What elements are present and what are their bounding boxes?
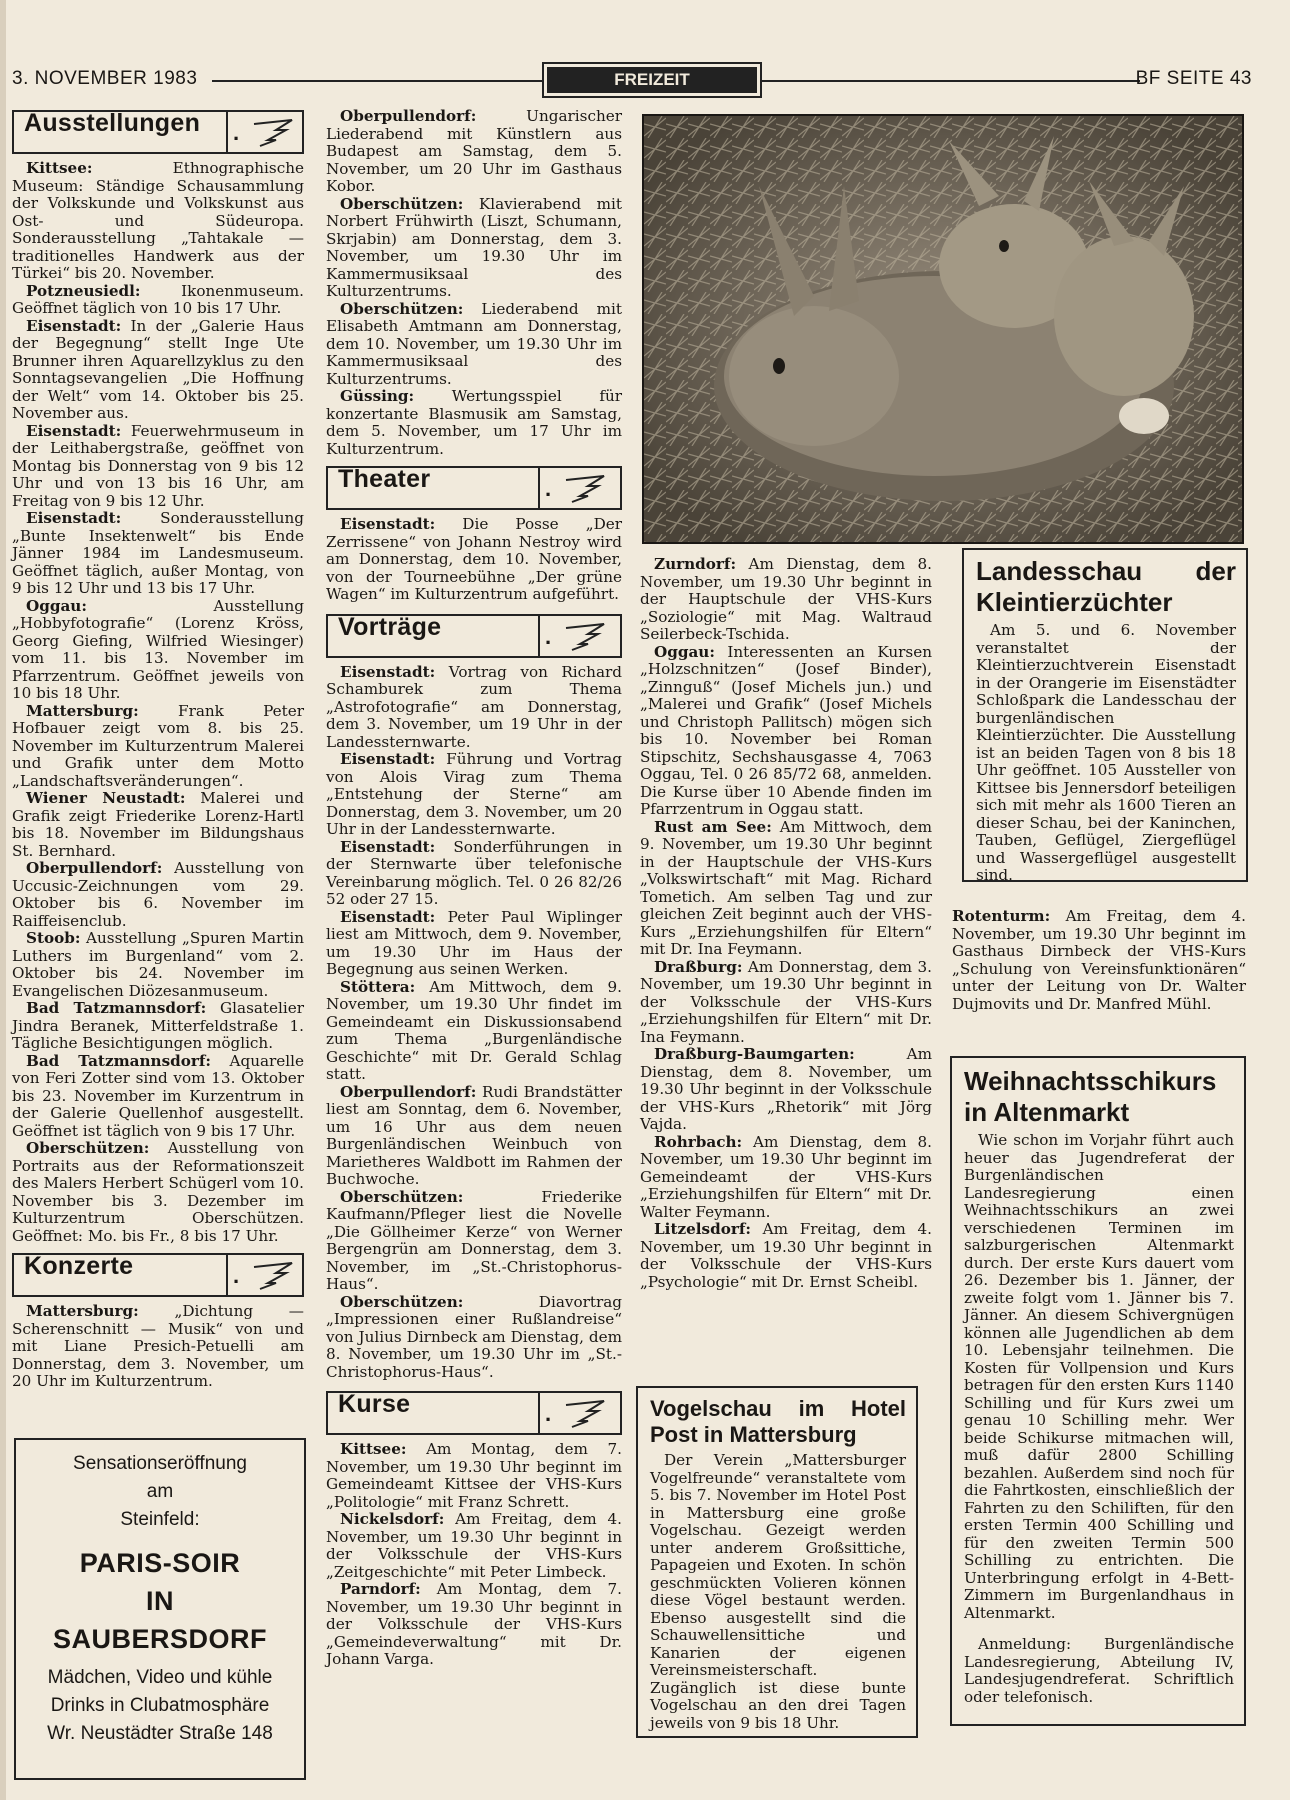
column-1 (12, 110, 304, 1391)
entry-text: Malerei und Grafik zeigt Friederike Lorenz-Hartl bis 18. November im Bildungshaus St. Bernhard. (12, 789, 304, 860)
listing-entry (326, 1294, 622, 1382)
entry-text: Aquarelle von Feri Zotter sind vom 13. Oktober bis 23. November im Kurzentrum in der Galerie Quellenhof ausgestellt. Geöffnet ist täglich von 9 bis 17 Uhr. (12, 1051, 304, 1140)
entry-text: Ethnographische Museum: Ständige Schausammlung der Volkskunde und Volkskunst aus Ost- und Südeuropa. Sonderausstellung „Tahtakale — traditionelles Handwerk aus der Türkei“ bis 20. November. (12, 159, 304, 282)
ausstellungen-list (12, 160, 304, 1245)
place-name: Draßburg-Baumgarten: (654, 1045, 855, 1063)
issue-date: 3. NOVEMBER 1983 (12, 68, 198, 89)
column-3 (640, 556, 932, 1291)
heading-text: Vorträge (338, 612, 442, 641)
place-name: Oberschützen: (340, 1187, 464, 1206)
entry-text: Feuerwehrmuseum in der Leithabergstraße, geöffnet von Montag bis Donnerstag von 9 bis 12 Uhr und von 13 bis 16 Uhr, am Freitag von 9 bis 12 Uhr. (12, 421, 304, 510)
listing-entry (326, 108, 622, 196)
place-name: Potzneusiedl: (26, 281, 141, 300)
entry-text: Am Mittwoch, dem 9. November, um 19.30 Uhr findet im Gemeindeamt ein Diskussionsabend zum Thema „Burgenländische Geschichte“ mit Dr. Gerald Schlag statt. (326, 977, 622, 1083)
entry-text: Am Dienstag, dem 8. November, um 19.30 Uhr beginnt im Gemeindeamt der VHS-Kurs „Erziehungshilfen für Eltern“ mit Dr. Walter Feymann. (640, 1132, 932, 1221)
listing-entry (326, 751, 622, 839)
listing-entry (12, 598, 304, 703)
ad-line: Sensationseröffnung (73, 1453, 247, 1474)
heading-text: Theater (338, 465, 431, 493)
entry-text: Ungarischer Liederabend mit Künstlern aus Budapest am Samstag, dem 5. November, um 20 Uhr im Gasthaus Kobor. (326, 107, 622, 195)
vogelschau-box (636, 1386, 918, 1738)
entry-text: Glasatelier Jindra Beranek, Mitterfeldstraße 1. Tägliche Besichtigungen möglich. (12, 999, 304, 1052)
section-banner: FREIZEIT (542, 62, 762, 98)
box-title: Landesschau der Kleintierzüchter (976, 556, 1236, 617)
listing-entry (640, 1134, 932, 1222)
ad-line: Mädchen, Video und kühle (47, 1667, 273, 1688)
listing-entry (640, 644, 932, 819)
kurse-continued-list (640, 556, 932, 1291)
rabbits-icon (644, 116, 1242, 542)
ad-line: am (146, 1481, 174, 1502)
place-name: Mattersburg: (26, 1302, 139, 1320)
entry-text: Friederike Kaufmann/Pfleger liest die Novelle „Die Göllheimer Kerze“ von Werner Bergengrün am Donnerstag, dem 3. November, im „St.-Christophorus-Haus“. (326, 1187, 622, 1293)
listing-entry (326, 196, 622, 301)
rule-left (212, 80, 542, 82)
ad-headline: PARIS-SOIR (79, 1548, 241, 1578)
entry-text: Peter Paul Wiplinger liest am Mittwoch, dem 9. November, um 19.30 Uhr im Haus der Begegnung aus seinen Werken. (326, 907, 622, 978)
heading-theater: Theater . (326, 466, 622, 510)
listing-entry (326, 1189, 622, 1294)
theater-list (326, 516, 622, 604)
ad-headline: SAUBERSDORF (52, 1624, 267, 1654)
place-name: Nickelsdorf: (340, 1510, 445, 1528)
box-title: Weihnachtsschikurs in Altenmarkt (964, 1066, 1217, 1127)
heading-text: Konzerte (24, 1252, 134, 1280)
place-name: Rust am See: (654, 817, 772, 836)
entry-text: Die Posse „Der Zerrissene“ von Johann Nestroy wird am Donnerstag, dem 10. November, von der Tourneebühne „Der grüne Wagen“ im Kulturzentrum aufgeführt. (326, 515, 622, 603)
listing-entry (12, 930, 304, 1000)
entry-text: In der „Galerie Haus der Begegnung“ stellt Inge Ute Brunner ihren Aquarellzyklus zu den Sonntagsevangelien „Die Hoffnung der Welt“ vom 14. Oktober bis 25. November aus. (12, 316, 304, 422)
place-name: Parndorf: (340, 1580, 421, 1598)
weihnachtsschikurs-box (950, 1056, 1246, 1726)
listing-entry (640, 1046, 932, 1134)
page-number: BF SEITE 43 (1135, 68, 1252, 89)
listing-entry (12, 703, 304, 791)
box-title: Vogelschau im Hotel Post in Mattersburg (650, 1396, 906, 1447)
box-text: Am 5. und 6. November veranstaltet der Kleintierzuchtverein Eisenstadt in der Orangerie im Eisenstädter Schloßpark die Landesschau der burgenländischen Kleintierzüchter. Die Ausstellung ist an beiden Tagen von 8 bis 18 Uhr geöffnet. 105 Aussteller von Kittsee bis Jennersdorf beteiligen sich mit mehr als 1600 Tieren an dieser Schau, bei der Kaninchen, Tauben, Geflügel, Ziergeflügel und Wassergeflügel ausgestellt sind. (976, 621, 1236, 884)
kurse-list (326, 1441, 622, 1669)
listing-entry (12, 1053, 304, 1141)
entry-text: Vortrag von Richard Schamburek zum Thema „Astrofotografie“ am Donnerstag, dem 3. November, um 19 Uhr in der Landessternwarte. (326, 662, 622, 751)
place-name: Draßburg: (654, 957, 743, 976)
entry-text: Ausstellung von Portraits aus der Reformationszeit des Malers Herbert Schügerl vom 10. November bis 3. Dezember im Kulturzentrum Oberschützen. Geöffnet: Mo. bis Fr., 8 bis 17 Uhr. (12, 1139, 304, 1245)
entry-text: „Dichtung — Scherenschnitt — Musik“ von und mit Liane Presich-Petuelli am Donnerstag, dem 3. November, um 20 Uhr im Kulturzentrum. (12, 1302, 304, 1390)
place-name: Güssing: (340, 387, 415, 405)
listing-entry (326, 979, 622, 1084)
pen-icon (246, 1259, 298, 1291)
listing-entry (640, 959, 932, 1047)
listing-entry (326, 516, 622, 604)
place-name: Eisenstadt: (340, 515, 436, 533)
place-name: Zurndorf: (654, 555, 737, 573)
ad-line: Drinks in Clubatmosphäre (50, 1695, 270, 1716)
konzerte-continued-list (326, 108, 622, 458)
rule-right (760, 80, 1140, 82)
listing-entry (12, 283, 304, 318)
listing-entry (326, 909, 622, 979)
entry-text: Liederabend mit Elisabeth Amtmann am Donnerstag, dem 10. November, um 19.30 Uhr im Kammermusiksaal des Kulturzentrums. (326, 299, 622, 388)
listing-entry (326, 1084, 622, 1189)
place-name: Oggau: (26, 596, 87, 615)
listing-entry (12, 510, 304, 598)
rabbits-photo (642, 114, 1244, 544)
place-name: Oberschützen: (26, 1139, 150, 1157)
entry-text: Frank Peter Hofbauer zeigt vom 8. bis 25. November im Kulturzentrum Malerei und Grafik unter dem Motto „Landschaftsveränderungen“. (12, 701, 304, 790)
listing-entry (640, 1221, 932, 1291)
entry-text: Klavierabend mit Norbert Frühwirth (Liszt, Schumann, Skrjabin) am Donnerstag, dem 3. November, um 19.30 Uhr im Kammermusiksaal des Kulturzentrums. (326, 194, 622, 300)
konzerte-list (12, 1303, 304, 1391)
place-name: Oberpullendorf: (26, 859, 163, 877)
entry-text: Wertungsspiel für konzertante Blasmusik am Samstag, dem 5. November, um 17 Uhr im Kulturzentrum. (326, 387, 622, 458)
heading-kurse: Kurse . (326, 1391, 622, 1435)
heading-konzerte: Konzerte . (12, 1253, 304, 1297)
pen-icon (558, 1397, 610, 1429)
place-name: Rotenturm: (952, 907, 1051, 925)
place-name: Stoob: (26, 929, 81, 947)
place-name: Mattersburg: (26, 701, 139, 720)
entry-text: Führung und Vortrag von Alois Virag zum Thema „Entstehung der Sterne“ am Donnerstag, dem 3. November, um 20 Uhr in der Landessternwarte. (326, 750, 622, 838)
place-name: Eisenstadt: (340, 750, 436, 768)
entry-text: Am Donnerstag, dem 3. November, um 19.30 Uhr beginnt in der Volksschule der VHS-Kurs „Erziehungshilfen für Eltern“ mit Dr. Ina Feymann. (640, 957, 932, 1046)
place-name: Wiener Neustadt: (26, 789, 186, 807)
entry-text: Am Freitag, dem 4. November, um 19.30 Uhr beginnt in der Volksschule der VHS-Kurs „Psychologie“ mit Dr. Ernst Scheibl. (640, 1220, 932, 1291)
entry-text: Am Freitag, dem 4. November, um 19.30 Uhr beginnt in der Volksschule der VHS-Kurs „Zeitgeschichte“ mit Peter Limbeck. (326, 1510, 622, 1581)
box-text-signup: Anmeldung: Burgenländische Landesregierung, Abteilung IV, Landesjugendreferat. Schriftlich oder telefonisch. (964, 1635, 1234, 1706)
listing-entry (326, 664, 622, 752)
landesschau-box (962, 548, 1248, 882)
entry-text: Sonderausstellung „Bunte Insektenwelt“ bis Ende Jänner 1984 im Landesmuseum. Geöffnet täglich, außer Montag, von 9 bis 12 Uhr und 13 bis 17 Uhr. (12, 509, 304, 597)
place-name: Oberschützen: (340, 194, 464, 213)
heading-vortraege: Vorträge . (326, 614, 622, 658)
place-name: Bad Tatzmannsdorf: (26, 999, 207, 1017)
vortraege-list (326, 664, 622, 1382)
entry-text: Am Montag, dem 7. November, um 19.30 Uhr beginnt im Gemeindeamt Kittsee der VHS-Kurs „Politologie“ mit Franz Schrett. (326, 1440, 622, 1511)
listing-entry (326, 1441, 622, 1511)
place-name: Eisenstadt: (340, 662, 436, 681)
listing-entry (640, 556, 932, 644)
entry-text: Am Freitag, dem 4. November, um 19.30 Uhr beginnt im Gasthaus Dirnbeck der VHS-Kurs „Schulung von Vereinsfunktionären“ unter der Leitung von Dr. Walter Dujmovits und Dr. Manfred Mühl. (952, 907, 1246, 1013)
column-2 (326, 108, 622, 1669)
listing-entry (12, 1140, 304, 1245)
place-name: Oggau: (654, 642, 715, 661)
entry-text: Am Mittwoch, dem 9. November, um 19.30 Uhr beginnt in der Hauptschule der VHS-Kurs „Volkswirtschaft“ mit Mag. Richard Tometich. Am selben Tag und zur gleichen Zeit beginnt auch der VHS-Kurs „Erziehungshilfen für Eltern“ mit Dr. Ina Feymann. (640, 817, 932, 958)
entry-text: Ausstellung von Uccusic-Zeichnungen vom 29. Oktober bis 6. November im Raiffeisenclub. (12, 859, 304, 930)
entry-text: Rudi Brandstätter liest am Sonntag, dem 6. November, um 16 Uhr aus dem neuen Burgenländischen Weinbuch von Marietheres Waldbott im Rahmen der Buchwoche. (326, 1082, 622, 1188)
place-name: Eisenstadt: (26, 316, 122, 335)
listing-entry (12, 423, 304, 511)
entry-text: Ausstellung „Hobbyfotografie“ (Lorenz Kröss, Georg Giefing, Wilfried Wiesinger) vom 11. bis 13. November im Pfarrzentrum. Geöffnet jeweils von 10 bis 18 Uhr. (12, 596, 304, 702)
heading-text: Ausstellungen (24, 109, 201, 137)
masthead (12, 68, 1252, 98)
heading-text: Kurse (338, 1390, 411, 1418)
place-name: Bad Tatzmannsdorf: (26, 1051, 212, 1070)
listing-entry (12, 860, 304, 930)
place-name: Oberschützen: (340, 299, 464, 318)
place-name: Stöttera: (340, 977, 416, 996)
entry-text: Interessenten an Kursen „Holzschnitzen“ (Josef Binder), „Zinnguß“ (Josef Michels jun.) und „Malerei und Grafik“ (Josef Michels und Christoph Pallitsch) mögen sich bis 10. November bei Roman Stipschitz, Sechshausgasse 4, 7063 Oggau, Tel. 0 26 85/72 68, anmelden. Die Kurse über 10 Abende finden im Pfarrzentrum in Oggau statt. (640, 642, 932, 818)
entry-text: Am Dienstag, dem 8. November, um 19.30 Uhr beginnt in der Volksschule der VHS-Kurs „Rhetorik“ mit Jörg Vajda. (640, 1045, 932, 1133)
place-name: Oberpullendorf: (340, 1082, 477, 1101)
listing-entry (326, 839, 622, 909)
listing-entry (12, 160, 304, 283)
place-name: Litzelsdorf: (654, 1220, 751, 1238)
place-name: Eisenstadt: (340, 907, 436, 926)
listing-entry (326, 1511, 622, 1581)
ad-line: Steinfeld: (120, 1509, 200, 1530)
listing-entry (12, 1303, 304, 1391)
place-name: Oberschützen: (340, 1292, 464, 1311)
entry-text: Sonderführungen in der Sternwarte über telefonische Vereinbarung möglich. Tel. 0 26 82/26 52 oder 27 15. (326, 837, 622, 908)
listing-entry (12, 1000, 304, 1053)
ad-line: Wr. Neustädter Straße 148 (47, 1723, 273, 1744)
heading-ausstellungen: Ausstellungen . (12, 110, 304, 154)
entry-text: Ausstellung „Spuren Martin Luthers im Burgenland“ vom 2. Oktober bis 24. November im Evangelischen Diözesanmuseum. (12, 929, 304, 1000)
page-edge (0, 0, 6, 1800)
pen-icon (558, 620, 610, 652)
listing-entry (12, 318, 304, 423)
entry-text: Am Dienstag, dem 8. November, um 19.30 Uhr beginnt in der Hauptschule der VHS-Kurs „Soziologie“ mit Mag. Waltraud Seilerbeck-Tschida. (640, 555, 932, 643)
place-name: Kittsee: (340, 1440, 407, 1458)
place-name: Eisenstadt: (26, 421, 122, 440)
entry-text: Am Montag, dem 7. November, um 19.30 Uhr beginnt in der Volksschule der VHS-Kurs „Gemeindeverwaltung“ mit Dr. Johann Varga. (326, 1580, 622, 1668)
place-name: Kittsee: (26, 159, 93, 177)
listing-entry (640, 819, 932, 959)
listing-entry (326, 301, 622, 389)
box-text: Wie schon im Vorjahr führt auch heuer das Jugendreferat der Burgenländischen Landesregierung einen Weihnachtsschikurs an zwei verschiedenen Terminen im salzburgerischen Altenmarkt durch. Der erste Kurs dauert vom 26. Dezember bis 1. Jänner, der zweite folgt vom 1. Jänner bis 7. Jänner. An diesem Schivergnügen können alle Jugendlichen ab dem 10. Lebensjahr teilnehmen. Die Kosten für Vollpension und Kurs betragen für den ersten Kurs 1140 Schilling und für Kurs zwei um genau 10 Schilling mehr. Wer beide Schikurse mitmachen will, muß dafür 2800 Schilling bezahlen. Außerdem sind noch für die Fahrtkosten, einschließlich der Fahrten zu den Schiliften, für den ersten Termin 400 Schilling und für den zweiten Termin 500 Schilling zu entrichten. Die Unterbringung erfolgt in 4-Bett-Zimmern im Burgenlandhaus in Altenmarkt. (964, 1131, 1234, 1622)
place-name: Eisenstadt: (340, 837, 436, 856)
pen-icon (246, 116, 298, 148)
entry-text: Diavortrag „Impressionen einer Rußlandreise“ von Julius Dirnbeck am Dienstag, dem 8. November, um 19.30 Uhr im „St.-Christophorus-Haus“. (326, 1292, 622, 1381)
listing-entry (326, 1581, 622, 1669)
advertisement-box (14, 1438, 306, 1780)
ad-headline: IN (146, 1586, 174, 1616)
place-name: Eisenstadt: (26, 509, 122, 527)
place-name: Rohrbach: (654, 1132, 743, 1151)
place-name: Oberpullendorf: (340, 107, 477, 125)
listing-entry (326, 388, 622, 458)
entry-text: Ikonenmuseum. Geöffnet täglich von 10 bis 17 Uhr. (12, 281, 304, 317)
box-text: Der Verein „Mattersburger Vogelfreunde“ veranstaltete vom 5. bis 7. November im Hotel Post in Mattersburg eine große Vogelschau. Gezeigt werden unter anderem Großsittiche, Papageien und Exoten. In schön geschmückten Volieren können diese Vögel bestaunt werden. Ebenso ausgestellt sind die Schauwellensittiche und Kanarien der eigenen Vereinsmeisterschaft. Zugänglich ist diese bunte Vogelschau an den drei Tagen jeweils von 9 bis 18 Uhr. (650, 1451, 906, 1732)
listing-entry (12, 790, 304, 860)
rotenturm-entry (952, 908, 1246, 1013)
pen-icon (558, 472, 610, 504)
